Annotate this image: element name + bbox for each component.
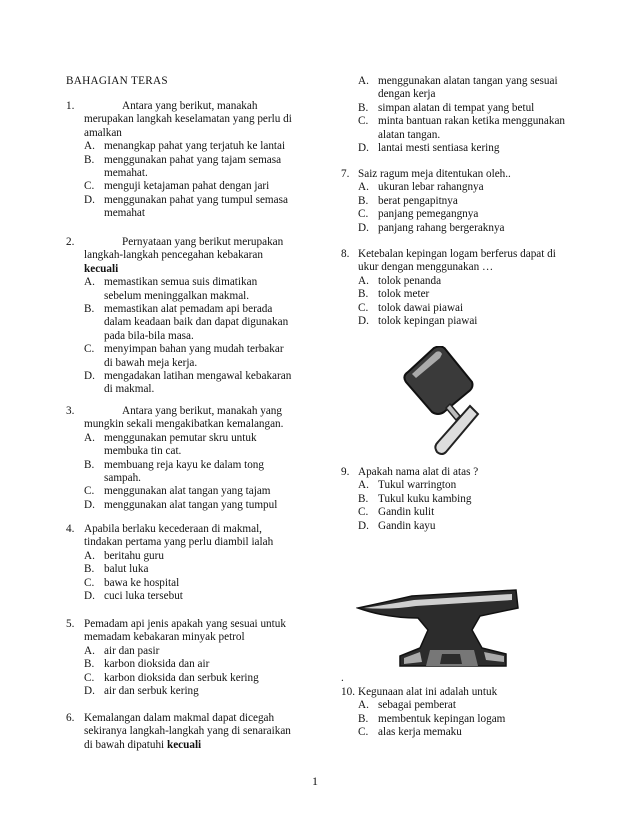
option-letter: B. — [358, 712, 369, 725]
question-number: 7. — [341, 168, 350, 180]
option-text: memastikan semua suis dimatikan — [104, 276, 258, 289]
option-letter: D. — [358, 519, 369, 532]
option-letter: B. — [84, 303, 95, 315]
mallet-illustration — [400, 346, 492, 458]
option-letter: B. — [358, 492, 369, 505]
question-number: 9. — [341, 466, 350, 478]
option-text: berat pengapitnya — [378, 194, 458, 207]
question-text: Saiz ragum meja ditentukan oleh.. — [358, 168, 511, 180]
option-text: mengadakan latihan mengawal kebakaran — [104, 370, 292, 382]
option-letter: B. — [358, 101, 369, 114]
option-text: balut luka — [104, 563, 149, 576]
option-text: tolok kepingan piawai — [378, 315, 478, 327]
option-letter: C. — [84, 180, 95, 193]
question-text: mungkin sekali mengakibatkan kemalangan. — [84, 418, 284, 431]
option-letter: C. — [358, 726, 369, 739]
option-letter: A. — [358, 479, 369, 492]
option-text: menggunakan alat tangan yang tajam — [104, 485, 271, 498]
option-letter: D. — [84, 498, 95, 511]
option-text: Gandin kayu — [378, 519, 436, 532]
option-text: air dan serbuk kering — [104, 685, 199, 697]
option-text: karbon dioksida dan air — [104, 658, 210, 671]
option-letter: B. — [84, 153, 95, 166]
dot-marker: . — [341, 672, 344, 684]
question-text: tindakan pertama yang perlu diambil ialah — [84, 536, 274, 549]
question-number: 2. — [66, 236, 75, 248]
option-text: membentuk kepingan logam — [378, 712, 506, 725]
option-letter: C. — [358, 301, 369, 314]
bold-keyword: kecuali — [84, 262, 119, 275]
option-letter: D. — [358, 221, 369, 234]
question-text: Pemadam api jenis apakah yang sesuai untuk — [84, 618, 286, 630]
option-text: menguji ketajaman pahat dengan jari — [104, 180, 270, 193]
option-text: ukuran lebar rahangnya — [378, 181, 484, 194]
option-letter: D. — [358, 142, 369, 154]
option-letter: D. — [84, 685, 95, 697]
option-text: bawa ke hospital — [104, 576, 180, 589]
question-text: Pernyataan yang berikut merupakan — [122, 236, 284, 248]
option-text: panjang rahang bergeraknya — [378, 221, 505, 234]
option-text: karbon dioksida dan serbuk kering — [104, 671, 259, 684]
mallet-icon — [404, 346, 478, 454]
option-text: tolok dawai piawai — [378, 301, 464, 314]
question-number: 8. — [341, 248, 350, 260]
option-text: air dan pasir — [104, 644, 160, 657]
option-letter: D. — [84, 193, 95, 206]
option-letter: C. — [84, 343, 95, 356]
option-text: beritahu guru — [104, 549, 164, 562]
option-text: menggunakan alat tangan yang tumpul — [104, 498, 278, 511]
section-heading: BAHAGIAN TERAS — [66, 75, 168, 87]
option-text: membuang reja kayu ke dalam tong — [104, 458, 264, 471]
option-text: memahat. — [104, 167, 148, 179]
question-text: langkah-langkah pencegahan kebakaran — [84, 249, 263, 262]
option-text: sampah. — [104, 472, 141, 484]
option-text: lantai mesti sentiasa kering — [378, 142, 500, 154]
question-text: Apabila berlaku kecederaan di makmal, — [84, 523, 262, 535]
option-text: menggunakan pahat yang tajam semasa — [104, 153, 282, 166]
option-letter: A. — [84, 644, 95, 657]
option-text: alas kerja memaku — [378, 726, 462, 739]
option-letter: C. — [358, 115, 369, 128]
option-letter: D. — [84, 370, 95, 382]
option-letter: B. — [84, 658, 95, 671]
option-text: dalam keadaan baik dan dapat digunakan — [104, 316, 289, 329]
option-text: di makmal. — [104, 383, 155, 396]
question-text: amalkan — [84, 126, 122, 139]
option-text: membuka tin cat. — [104, 445, 182, 458]
option-letter: B. — [84, 458, 95, 471]
question-text: Kegunaan alat ini adalah untuk — [358, 686, 498, 698]
option-text: menggunakan pemutar skru untuk — [104, 431, 257, 444]
question-number: 5. — [66, 618, 75, 630]
question-text: memadam kebakaran minyak petrol — [84, 631, 245, 644]
option-text: cuci luka tersebut — [104, 590, 183, 602]
anvil-icon — [358, 590, 518, 666]
question-text: di bawah dipatuhi kecuali — [84, 738, 202, 751]
option-text: sebagai pemberat — [378, 699, 456, 712]
question-number: 3. — [66, 405, 75, 417]
option-letter: A. — [358, 274, 369, 287]
question-text: ukur dengan menggunakan … — [358, 261, 494, 274]
option-letter: D. — [84, 590, 95, 602]
anvil-illustration — [356, 586, 524, 670]
option-letter: B. — [84, 563, 95, 576]
option-text: tolok meter — [378, 288, 430, 301]
option-letter: C. — [84, 671, 95, 684]
option-text: minta bantuan rakan ketika menggunakan — [378, 115, 566, 128]
option-text: simpan alatan di tempat yang betul — [378, 101, 535, 114]
question-number: 4. — [66, 523, 75, 535]
option-text: menyimpan bahan yang mudah terbakar — [104, 343, 284, 356]
option-letter: C. — [358, 208, 369, 221]
bold-keyword: kecuali — [166, 738, 202, 751]
option-letter: D. — [358, 315, 369, 327]
option-letter: A. — [84, 549, 95, 562]
option-text: panjang pemegangnya — [378, 208, 479, 221]
page-number: 1 — [312, 774, 318, 788]
option-text: memastikan alat pemadam api berada — [104, 303, 273, 315]
option-text: Tukul warrington — [378, 479, 457, 492]
question-text: Ketebalan kepingan logam berferus dapat di — [358, 248, 556, 260]
question-text: Kemalangan dalam makmal dapat dicegah — [84, 712, 275, 724]
option-letter: A. — [358, 699, 369, 712]
question-text: Apakah nama alat di atas ? — [358, 466, 479, 478]
option-letter: C. — [358, 506, 369, 519]
option-text: pada bila-bila masa. — [104, 329, 194, 342]
option-letter: C. — [84, 576, 95, 589]
question-number: 6. — [66, 712, 75, 724]
question-text: sekiranya langkah-langkah yang di senaraikan — [84, 725, 291, 738]
option-text: sebelum meninggalkan makmal. — [104, 289, 250, 302]
option-text: menangkap pahat yang terjatuh ke lantai — [104, 140, 286, 153]
question-text: merupakan langkah keselamatan yang perlu di — [84, 113, 292, 126]
option-text: menggunakan alatan tangan yang sesuai — [378, 75, 558, 87]
option-letter: A. — [84, 140, 95, 153]
option-text: di bawah meja kerja. — [104, 356, 198, 369]
question-number: 10. — [341, 686, 355, 698]
option-text: Tukul kuku kambing — [378, 492, 472, 505]
option-letter: C. — [84, 485, 95, 498]
option-text: tolok penanda — [378, 274, 442, 287]
option-text: menggunakan pahat yang tumpul semasa — [104, 193, 288, 206]
option-letter: A. — [84, 276, 95, 289]
option-text: Gandin kulit — [378, 506, 435, 519]
question-number: 1. — [66, 100, 75, 112]
option-letter: A. — [358, 75, 369, 87]
option-letter: B. — [358, 194, 369, 207]
option-letter: B. — [358, 288, 369, 301]
question-text: Antara yang berikut, manakah — [122, 100, 258, 112]
option-text: memahat — [104, 207, 146, 220]
option-text: dengan kerja — [378, 88, 436, 101]
option-letter: A. — [358, 181, 369, 194]
option-letter: A. — [84, 431, 95, 444]
question-text: Antara yang berikut, manakah yang — [122, 405, 282, 417]
option-text: alatan tangan. — [378, 128, 441, 141]
